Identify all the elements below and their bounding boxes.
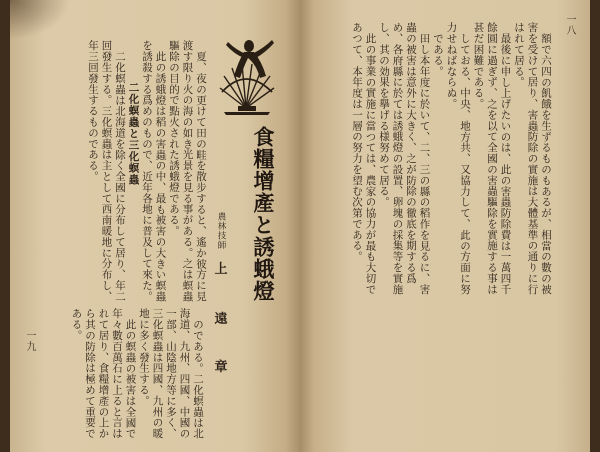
lamp-figure-illustration — [216, 36, 278, 116]
author-position: 農林技師 — [216, 212, 226, 250]
page-number: 一八 — [564, 14, 575, 36]
body-paragraph: 額で六四の飢餓を生ずるものもあるが、相當の數の被害を受けて居り、害蟲防除の實施は大體基準の通りに行はれて居る。 — [513, 22, 552, 295]
author-name-char: 章 — [214, 360, 228, 375]
page-number: 一九 — [24, 330, 35, 352]
article-title: 食糧增產と誘蛾燈 — [251, 126, 276, 302]
body-paragraph: のである。二化螟蟲は北海道、九州、四國、中國の一部、山陰地方等に多く、三化螟蟲は四國、九州の暖地に多く發生する。 — [138, 308, 204, 439]
body-paragraph: しておる、中央、地方共、又協力して、此の方面に努力せねばならぬ。 — [445, 22, 471, 295]
section-heading: 二化螟蟲と三化螟蟲 — [127, 82, 140, 186]
body-paragraph: 此の螟蟲の被害は全國で年々數百萬石に上ると言はれて居り、食糧增產の上から其の防除は極めて重要である。 — [70, 308, 137, 439]
body-paragraph: 田し本年度に於いて、二、三の縣の稻作を見るに、害蟲の被害は意外に大きく、之が防除の徹底を期する爲め、各府縣に於ては誘蛾燈の設置、卵塊の採集等を實施し、其の効果を擧げる様努めて居る。 — [378, 22, 431, 295]
author-name-char: 上 — [214, 262, 228, 277]
body-paragraph: 二化螟蟲は北海道を除く全國に分布して居り、年二回發生する。三化螟蟲は主として西南暖地に分布し、年三回發生するものである。 — [87, 40, 126, 302]
right-text-block — [312, 22, 552, 300]
left-upper-text-block — [32, 40, 207, 302]
page-corner-shadow — [10, 0, 70, 40]
body-paragraph: 此の誘蛾燈は稻の害蟲の中、最も被害の大きい螟蟲を誘殺する爲めのもので、近年各地に普及して來た。 — [141, 40, 167, 302]
body-paragraph: 夏、夜の更けて田の畦を散步すると、遙か彼方に見渡す限り火の海の如き光景を見る事がある。之は螟蟲驅除の目的で點火された誘蛾燈である。 — [168, 40, 207, 302]
right-page — [300, 0, 590, 452]
body-paragraph: 此の事業の實施に當つては、農家の協力が最も大切であつて、本年度は一層の努力を望む次第である。 — [351, 22, 377, 295]
left-lower-text-block — [52, 308, 204, 444]
body-paragraph: 最後に申し上げたいのは、此の害蟲防除費は一萬四千餘圓に過ぎず、之を以て全國の害蟲驅除を實施する事は甚だ困難である。 — [472, 22, 512, 295]
body-paragraph: である。 — [432, 32, 444, 77]
author-name-char: 遠 — [214, 312, 228, 327]
left-page — [10, 0, 300, 452]
